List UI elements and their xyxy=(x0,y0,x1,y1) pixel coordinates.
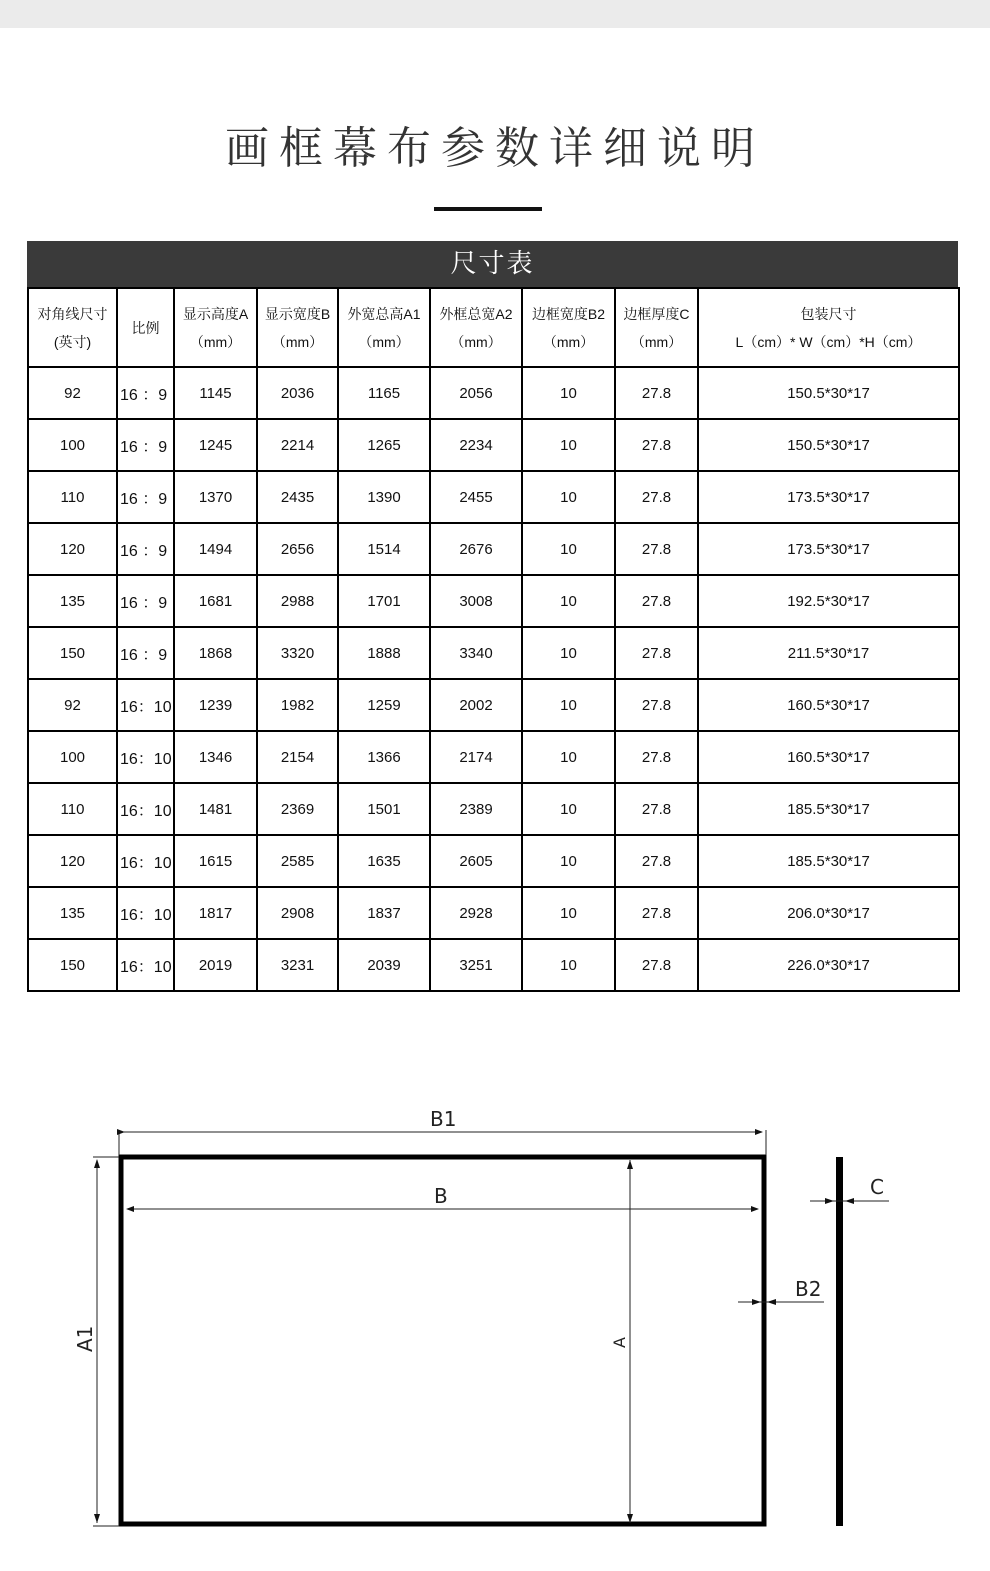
table-cell: 150 xyxy=(28,627,117,679)
table-row xyxy=(28,367,959,419)
table-cell: 16：10 xyxy=(117,679,174,731)
table-cell: 1346 xyxy=(174,731,257,783)
column-header xyxy=(174,288,257,367)
table-row xyxy=(28,575,959,627)
table-cell: 1259 xyxy=(338,679,430,731)
frame-dimension-diagram xyxy=(0,1090,990,1550)
column-header-unit: （mm） xyxy=(450,333,502,350)
table-cell: 1635 xyxy=(338,835,430,887)
table-row xyxy=(28,887,959,939)
table-cell: 2214 xyxy=(257,419,338,471)
table-cell: 16 ：9 xyxy=(117,523,174,575)
table-cell: 10 xyxy=(522,731,615,783)
table-cell: 135 xyxy=(28,887,117,939)
table-row xyxy=(28,835,959,887)
table-cell: 10 xyxy=(522,627,615,679)
table-cell: 10 xyxy=(522,419,615,471)
table-cell: 2154 xyxy=(257,731,338,783)
table-cell: 2455 xyxy=(430,471,522,523)
table-cell: 16：10 xyxy=(117,887,174,939)
table-row xyxy=(28,523,959,575)
top-bar xyxy=(0,0,990,28)
table-cell: 27.8 xyxy=(615,419,698,471)
table-cell: 1145 xyxy=(174,367,257,419)
column-header-title: 对角线尺寸 xyxy=(37,305,108,322)
table-header-row xyxy=(28,288,959,367)
table-cell: 16：10 xyxy=(117,835,174,887)
column-header-unit: L（cm）* W（cm）*H（cm） xyxy=(735,333,922,350)
column-header-title: 外框总宽A2 xyxy=(439,305,513,322)
table-cell: 2676 xyxy=(430,523,522,575)
page-title: 画框幕布参数详细说明 xyxy=(225,123,765,174)
column-header xyxy=(698,288,959,367)
screen-frame xyxy=(121,1157,764,1524)
table-cell: 16：10 xyxy=(117,939,174,991)
label-a1: A1 xyxy=(73,1325,97,1352)
column-header xyxy=(522,288,615,367)
table-cell: 1165 xyxy=(338,367,430,419)
table-cell: 100 xyxy=(28,419,117,471)
table-row xyxy=(28,939,959,991)
label-a: A xyxy=(610,1337,629,1348)
table-cell: 2002 xyxy=(430,679,522,731)
table-cell: 2234 xyxy=(430,419,522,471)
table-cell: 2908 xyxy=(257,887,338,939)
table-cell: 1245 xyxy=(174,419,257,471)
table-cell: 211.5*30*17 xyxy=(698,627,959,679)
column-header xyxy=(430,288,522,367)
table-cell: 2605 xyxy=(430,835,522,887)
column-header xyxy=(615,288,698,367)
table-cell: 2656 xyxy=(257,523,338,575)
table-cell: 3251 xyxy=(430,939,522,991)
column-header-unit: （mm） xyxy=(630,333,683,350)
table-cell: 1817 xyxy=(174,887,257,939)
table-cell: 3320 xyxy=(257,627,338,679)
table-cell: 10 xyxy=(522,471,615,523)
table-cell: 16：10 xyxy=(117,783,174,835)
table-cell: 185.5*30*17 xyxy=(698,783,959,835)
table-cell: 1239 xyxy=(174,679,257,731)
table-cell: 1837 xyxy=(338,887,430,939)
table-cell: 135 xyxy=(28,575,117,627)
table-cell: 1888 xyxy=(338,627,430,679)
table-cell: 10 xyxy=(522,939,615,991)
table-cell: 27.8 xyxy=(615,731,698,783)
column-header-title: 显示宽度B xyxy=(264,305,331,322)
table-cell: 2036 xyxy=(257,367,338,419)
table-cell: 27.8 xyxy=(615,575,698,627)
table-cell: 1366 xyxy=(338,731,430,783)
table-cell: 10 xyxy=(522,575,615,627)
table-cell: 2389 xyxy=(430,783,522,835)
table-cell: 226.0*30*17 xyxy=(698,939,959,991)
table-cell: 3340 xyxy=(430,627,522,679)
table-cell: 192.5*30*17 xyxy=(698,575,959,627)
column-header-unit: （mm） xyxy=(542,333,595,350)
label-b1: B1 xyxy=(430,1107,457,1131)
column-header-unit: (英寸) xyxy=(53,333,92,350)
column-header-unit: （mm） xyxy=(189,333,242,350)
table-cell: 110 xyxy=(28,471,117,523)
label-c: C xyxy=(870,1175,884,1199)
table-row xyxy=(28,471,959,523)
table-cell: 185.5*30*17 xyxy=(698,835,959,887)
table-cell: 3008 xyxy=(430,575,522,627)
table-cell: 16 ：9 xyxy=(117,627,174,679)
table-cell: 10 xyxy=(522,835,615,887)
column-header-title: 边框厚度C xyxy=(623,305,690,322)
column-header-title: 边框宽度B2 xyxy=(531,305,606,322)
table-row xyxy=(28,731,959,783)
table-cell: 150 xyxy=(28,939,117,991)
table-cell: 150.5*30*17 xyxy=(698,367,959,419)
table-cell: 1481 xyxy=(174,783,257,835)
table-cell: 1501 xyxy=(338,783,430,835)
table-cell: 2056 xyxy=(430,367,522,419)
table-cell: 120 xyxy=(28,835,117,887)
table-cell: 3231 xyxy=(257,939,338,991)
table-cell: 1615 xyxy=(174,835,257,887)
table-cell: 173.5*30*17 xyxy=(698,523,959,575)
table-row xyxy=(28,783,959,835)
table-row xyxy=(28,679,959,731)
table-cell: 1982 xyxy=(257,679,338,731)
table-cell: 173.5*30*17 xyxy=(698,471,959,523)
table-cell: 27.8 xyxy=(615,939,698,991)
table-cell: 2369 xyxy=(257,783,338,835)
column-header xyxy=(338,288,430,367)
column-header-title: 包装尺寸 xyxy=(800,305,857,322)
label-b2: B2 xyxy=(795,1277,822,1301)
table-cell: 1514 xyxy=(338,523,430,575)
table-cell: 16 ：9 xyxy=(117,367,174,419)
column-header-title: 显示高度A xyxy=(182,305,249,322)
table-cell: 27.8 xyxy=(615,679,698,731)
table-cell: 1868 xyxy=(174,627,257,679)
table-row xyxy=(28,627,959,679)
column-header xyxy=(28,288,117,367)
table-cell: 2174 xyxy=(430,731,522,783)
table-body xyxy=(28,367,959,991)
table-cell: 120 xyxy=(28,523,117,575)
table-cell: 110 xyxy=(28,783,117,835)
table-cell: 2988 xyxy=(257,575,338,627)
table-cell: 16 ：9 xyxy=(117,419,174,471)
table-cell: 10 xyxy=(522,887,615,939)
table-cell: 92 xyxy=(28,367,117,419)
column-header xyxy=(117,288,174,367)
table-cell: 160.5*30*17 xyxy=(698,731,959,783)
column-header-title: 外宽总高A1 xyxy=(347,305,421,322)
table-cell: 1701 xyxy=(338,575,430,627)
table-cell: 10 xyxy=(522,679,615,731)
table-cell: 10 xyxy=(522,783,615,835)
table-cell: 1390 xyxy=(338,471,430,523)
table-cell: 27.8 xyxy=(615,835,698,887)
table-cell: 27.8 xyxy=(615,471,698,523)
column-header-unit: （mm） xyxy=(271,333,324,350)
table-cell: 1370 xyxy=(174,471,257,523)
table-cell: 16 ：9 xyxy=(117,471,174,523)
table-cell: 2039 xyxy=(338,939,430,991)
table-cell: 92 xyxy=(28,679,117,731)
frame-side-profile xyxy=(836,1157,843,1526)
size-table-container xyxy=(27,241,958,992)
table-cell: 2019 xyxy=(174,939,257,991)
table-cell: 1681 xyxy=(174,575,257,627)
table-cell: 2435 xyxy=(257,471,338,523)
table-cell: 1494 xyxy=(174,523,257,575)
table-cell: 10 xyxy=(522,523,615,575)
table-cell: 100 xyxy=(28,731,117,783)
table-cell: 27.8 xyxy=(615,523,698,575)
table-cell: 2585 xyxy=(257,835,338,887)
size-table xyxy=(27,287,960,992)
table-cell: 16 ：9 xyxy=(117,575,174,627)
table-cell: 2928 xyxy=(430,887,522,939)
label-b: B xyxy=(434,1184,448,1208)
table-cell: 1265 xyxy=(338,419,430,471)
table-caption: 尺寸表 xyxy=(27,241,958,287)
table-cell: 206.0*30*17 xyxy=(698,887,959,939)
table-cell: 27.8 xyxy=(615,887,698,939)
table-cell: 27.8 xyxy=(615,783,698,835)
title-underline xyxy=(434,207,542,211)
table-cell: 10 xyxy=(522,367,615,419)
table-row xyxy=(28,419,959,471)
table-cell: 27.8 xyxy=(615,367,698,419)
column-header-unit: （mm） xyxy=(358,333,410,350)
column-header-title: 比例 xyxy=(131,319,160,336)
table-cell: 16：10 xyxy=(117,731,174,783)
column-header xyxy=(257,288,338,367)
table-cell: 150.5*30*17 xyxy=(698,419,959,471)
table-cell: 27.8 xyxy=(615,627,698,679)
table-cell: 160.5*30*17 xyxy=(698,679,959,731)
